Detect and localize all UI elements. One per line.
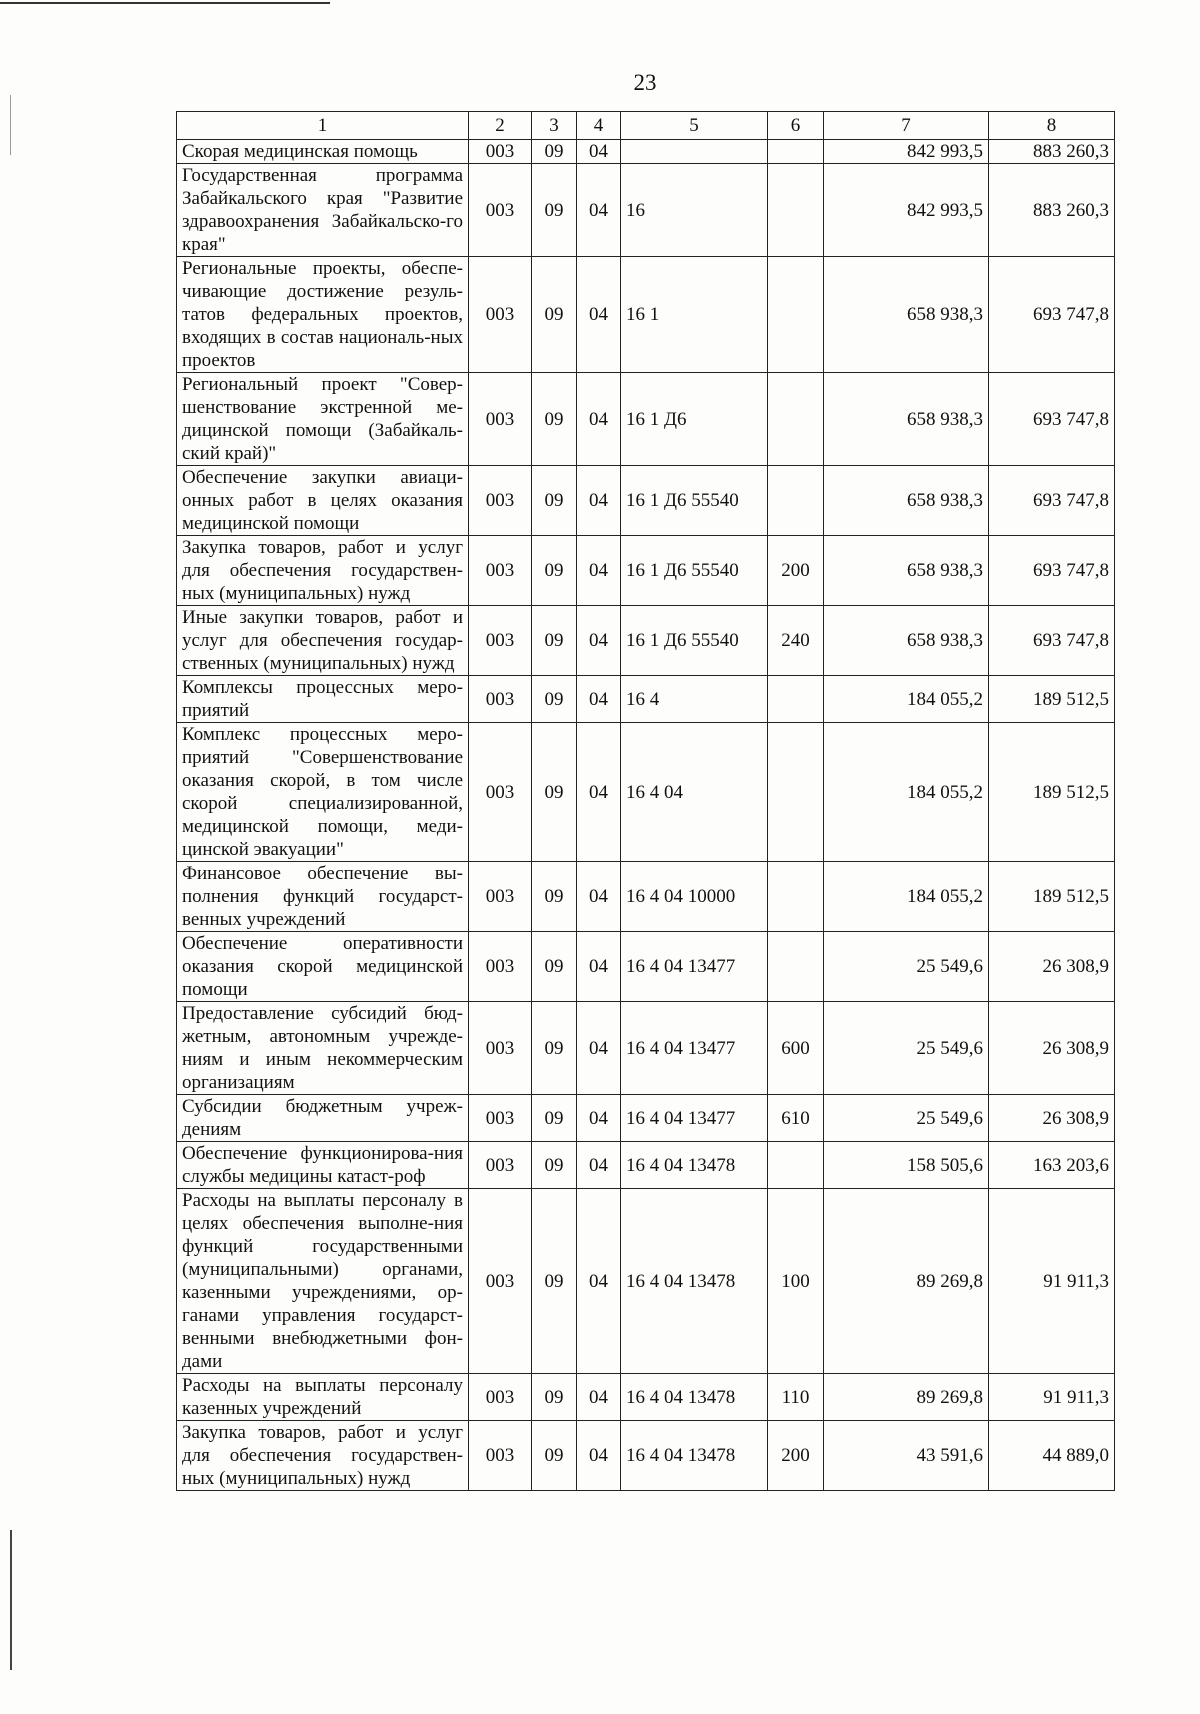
expense-type-code [768, 723, 824, 862]
section-code: 09 [532, 1142, 577, 1189]
ministry-code: 003 [469, 140, 532, 164]
row-description: Расходы на выплаты персоналу в целях обеспечения выполне-ния функций государственными (муниципальными) органами, казенными учреждениями, ор-ганами управления государст-венными внебюджетными фон-дами [177, 1189, 469, 1374]
amount-year-2: 883 260,3 [989, 164, 1115, 257]
row-description: Обеспечение закупки авиаци-онных работ в целях оказания медицинской помощи [177, 466, 469, 536]
subsection-code: 04 [577, 140, 621, 164]
target-article-code: 16 4 04 10000 [621, 862, 768, 932]
expense-type-code [768, 1142, 824, 1189]
amount-year-2: 693 747,8 [989, 466, 1115, 536]
expense-type-code: 200 [768, 1421, 824, 1491]
table-row [177, 723, 1115, 862]
ministry-code: 003 [469, 862, 532, 932]
expense-type-code [768, 140, 824, 164]
amount-year-1: 184 055,2 [824, 676, 989, 723]
table-row [177, 257, 1115, 373]
table-row [177, 606, 1115, 676]
row-description: Государственная программа Забайкальского края "Развитие здравоохранения Забайкальско-го края" [177, 164, 469, 257]
expense-type-code: 610 [768, 1095, 824, 1142]
target-article-code [621, 140, 768, 164]
column-header: 3 [532, 112, 577, 140]
amount-year-2: 44 889,0 [989, 1421, 1115, 1491]
ministry-code: 003 [469, 723, 532, 862]
row-description: Региональные проекты, обеспе-чивающие достижение резуль-татов федеральных проектов, входящих в состав националь-ных проектов [177, 257, 469, 373]
section-code: 09 [532, 1374, 577, 1421]
table-row [177, 1189, 1115, 1374]
target-article-code: 16 4 04 13478 [621, 1142, 768, 1189]
section-code: 09 [532, 932, 577, 1002]
section-code: 09 [532, 257, 577, 373]
subsection-code: 04 [577, 862, 621, 932]
expense-type-code [768, 373, 824, 466]
row-description: Предоставление субсидий бюд-жетным, автономным учрежде-ниям и иным некоммерческим организациям [177, 1002, 469, 1095]
subsection-code: 04 [577, 723, 621, 862]
expense-type-code: 200 [768, 536, 824, 606]
column-header: 2 [469, 112, 532, 140]
ministry-code: 003 [469, 164, 532, 257]
column-number-row [177, 112, 1115, 140]
amount-year-2: 189 512,5 [989, 723, 1115, 862]
row-description: Комплекс процессных меро-приятий "Совершенствование оказания скорой, в том числе скорой специализированной, медицинской помощи, меди-цинской эвакуации" [177, 723, 469, 862]
amount-year-1: 43 591,6 [824, 1421, 989, 1491]
expense-type-code: 240 [768, 606, 824, 676]
target-article-code: 16 4 04 13478 [621, 1374, 768, 1421]
column-header: 1 [177, 112, 469, 140]
amount-year-2: 26 308,9 [989, 1002, 1115, 1095]
amount-year-1: 658 938,3 [824, 373, 989, 466]
table-row [177, 862, 1115, 932]
ministry-code: 003 [469, 1142, 532, 1189]
ministry-code: 003 [469, 1421, 532, 1491]
page-number: 23 [633, 70, 657, 95]
amount-year-2: 91 911,3 [989, 1189, 1115, 1374]
amount-year-1: 25 549,6 [824, 1002, 989, 1095]
table-row [177, 1374, 1115, 1421]
ministry-code: 003 [469, 1095, 532, 1142]
amount-year-1: 658 938,3 [824, 536, 989, 606]
amount-year-2: 189 512,5 [989, 676, 1115, 723]
table-row [177, 1421, 1115, 1491]
target-article-code: 16 4 [621, 676, 768, 723]
amount-year-1: 158 505,6 [824, 1142, 989, 1189]
amount-year-1: 658 938,3 [824, 257, 989, 373]
target-article-code: 16 1 Д6 55540 [621, 466, 768, 536]
amount-year-2: 693 747,8 [989, 536, 1115, 606]
row-description: Иные закупки товаров, работ и услуг для обеспечения государ-ственных (муниципальных) нужд [177, 606, 469, 676]
subsection-code: 04 [577, 1095, 621, 1142]
ministry-code: 003 [469, 536, 532, 606]
target-article-code: 16 4 04 13478 [621, 1189, 768, 1374]
subsection-code: 04 [577, 606, 621, 676]
row-description: Региональный проект "Совер-шенствование экстренной ме-дицинской помощи (Забайкаль-ский край)" [177, 373, 469, 466]
section-code: 09 [532, 862, 577, 932]
subsection-code: 04 [577, 466, 621, 536]
target-article-code: 16 4 04 13477 [621, 1095, 768, 1142]
section-code: 09 [532, 373, 577, 466]
table-row [177, 1142, 1115, 1189]
ministry-code: 003 [469, 1374, 532, 1421]
table-row [177, 466, 1115, 536]
section-code: 09 [532, 1421, 577, 1491]
ministry-code: 003 [469, 1189, 532, 1374]
row-description: Субсидии бюджетным учреж-дениям [177, 1095, 469, 1142]
table-row [177, 536, 1115, 606]
amount-year-2: 26 308,9 [989, 932, 1115, 1002]
row-description: Комплексы процессных меро-приятий [177, 676, 469, 723]
row-description: Закупка товаров, работ и услуг для обеспечения государствен-ных (муниципальных) нужд [177, 536, 469, 606]
table-row [177, 1095, 1115, 1142]
scan-edge-line [0, 2, 330, 4]
expense-type-code: 600 [768, 1002, 824, 1095]
amount-year-1: 25 549,6 [824, 932, 989, 1002]
section-code: 09 [532, 606, 577, 676]
subsection-code: 04 [577, 164, 621, 257]
expense-type-code [768, 862, 824, 932]
column-header: 5 [621, 112, 768, 140]
table-row [177, 676, 1115, 723]
target-article-code: 16 1 Д6 55540 [621, 536, 768, 606]
ministry-code: 003 [469, 676, 532, 723]
expense-type-code [768, 932, 824, 1002]
amount-year-1: 842 993,5 [824, 140, 989, 164]
amount-year-2: 693 747,8 [989, 257, 1115, 373]
target-article-code: 16 4 04 13477 [621, 932, 768, 1002]
subsection-code: 04 [577, 373, 621, 466]
section-code: 09 [532, 1002, 577, 1095]
row-description: Расходы на выплаты персоналу казенных учреждений [177, 1374, 469, 1421]
budget-table [176, 111, 1115, 1491]
expense-type-code [768, 164, 824, 257]
amount-year-2: 693 747,8 [989, 373, 1115, 466]
target-article-code: 16 1 Д6 [621, 373, 768, 466]
section-code: 09 [532, 1189, 577, 1374]
amount-year-2: 883 260,3 [989, 140, 1115, 164]
row-description: Скорая медицинская помощь [177, 140, 469, 164]
target-article-code: 16 [621, 164, 768, 257]
target-article-code: 16 4 04 [621, 723, 768, 862]
target-article-code: 16 4 04 13477 [621, 1002, 768, 1095]
table-row [177, 140, 1115, 164]
ministry-code: 003 [469, 466, 532, 536]
amount-year-2: 693 747,8 [989, 606, 1115, 676]
table-row [177, 373, 1115, 466]
amount-year-1: 842 993,5 [824, 164, 989, 257]
ministry-code: 003 [469, 932, 532, 1002]
table-row [177, 932, 1115, 1002]
section-code: 09 [532, 466, 577, 536]
row-description: Закупка товаров, работ и услуг для обеспечения государствен-ных (муниципальных) нужд [177, 1421, 469, 1491]
ministry-code: 003 [469, 1002, 532, 1095]
ministry-code: 003 [469, 257, 532, 373]
section-code: 09 [532, 140, 577, 164]
expense-type-code: 110 [768, 1374, 824, 1421]
row-description: Обеспечение функционирова-ния службы медицины катаст-роф [177, 1142, 469, 1189]
amount-year-1: 25 549,6 [824, 1095, 989, 1142]
section-code: 09 [532, 676, 577, 723]
amount-year-1: 658 938,3 [824, 466, 989, 536]
amount-year-2: 26 308,9 [989, 1095, 1115, 1142]
expense-type-code [768, 466, 824, 536]
amount-year-1: 658 938,3 [824, 606, 989, 676]
table-row [177, 1002, 1115, 1095]
scan-edge-mark [10, 95, 11, 155]
amount-year-1: 89 269,8 [824, 1374, 989, 1421]
row-description: Обеспечение оперативности оказания скорой медицинской помощи [177, 932, 469, 1002]
column-header: 8 [989, 112, 1115, 140]
subsection-code: 04 [577, 676, 621, 723]
amount-year-1: 184 055,2 [824, 862, 989, 932]
target-article-code: 16 1 [621, 257, 768, 373]
row-description: Финансовое обеспечение вы-полнения функций государст-венных учреждений [177, 862, 469, 932]
target-article-code: 16 1 Д6 55540 [621, 606, 768, 676]
amount-year-2: 163 203,6 [989, 1142, 1115, 1189]
target-article-code: 16 4 04 13478 [621, 1421, 768, 1491]
ministry-code: 003 [469, 606, 532, 676]
subsection-code: 04 [577, 1421, 621, 1491]
expense-type-code: 100 [768, 1189, 824, 1374]
subsection-code: 04 [577, 932, 621, 1002]
subsection-code: 04 [577, 1142, 621, 1189]
amount-year-2: 189 512,5 [989, 862, 1115, 932]
column-header: 6 [768, 112, 824, 140]
table-row [177, 164, 1115, 257]
section-code: 09 [532, 723, 577, 862]
subsection-code: 04 [577, 1374, 621, 1421]
section-code: 09 [532, 1095, 577, 1142]
subsection-code: 04 [577, 1189, 621, 1374]
subsection-code: 04 [577, 536, 621, 606]
scan-edge-mark [10, 1530, 12, 1670]
ministry-code: 003 [469, 373, 532, 466]
subsection-code: 04 [577, 257, 621, 373]
expense-type-code [768, 257, 824, 373]
expense-type-code [768, 676, 824, 723]
section-code: 09 [532, 536, 577, 606]
amount-year-1: 89 269,8 [824, 1189, 989, 1374]
section-code: 09 [532, 164, 577, 257]
subsection-code: 04 [577, 1002, 621, 1095]
column-header: 4 [577, 112, 621, 140]
amount-year-1: 184 055,2 [824, 723, 989, 862]
amount-year-2: 91 911,3 [989, 1374, 1115, 1421]
column-header: 7 [824, 112, 989, 140]
